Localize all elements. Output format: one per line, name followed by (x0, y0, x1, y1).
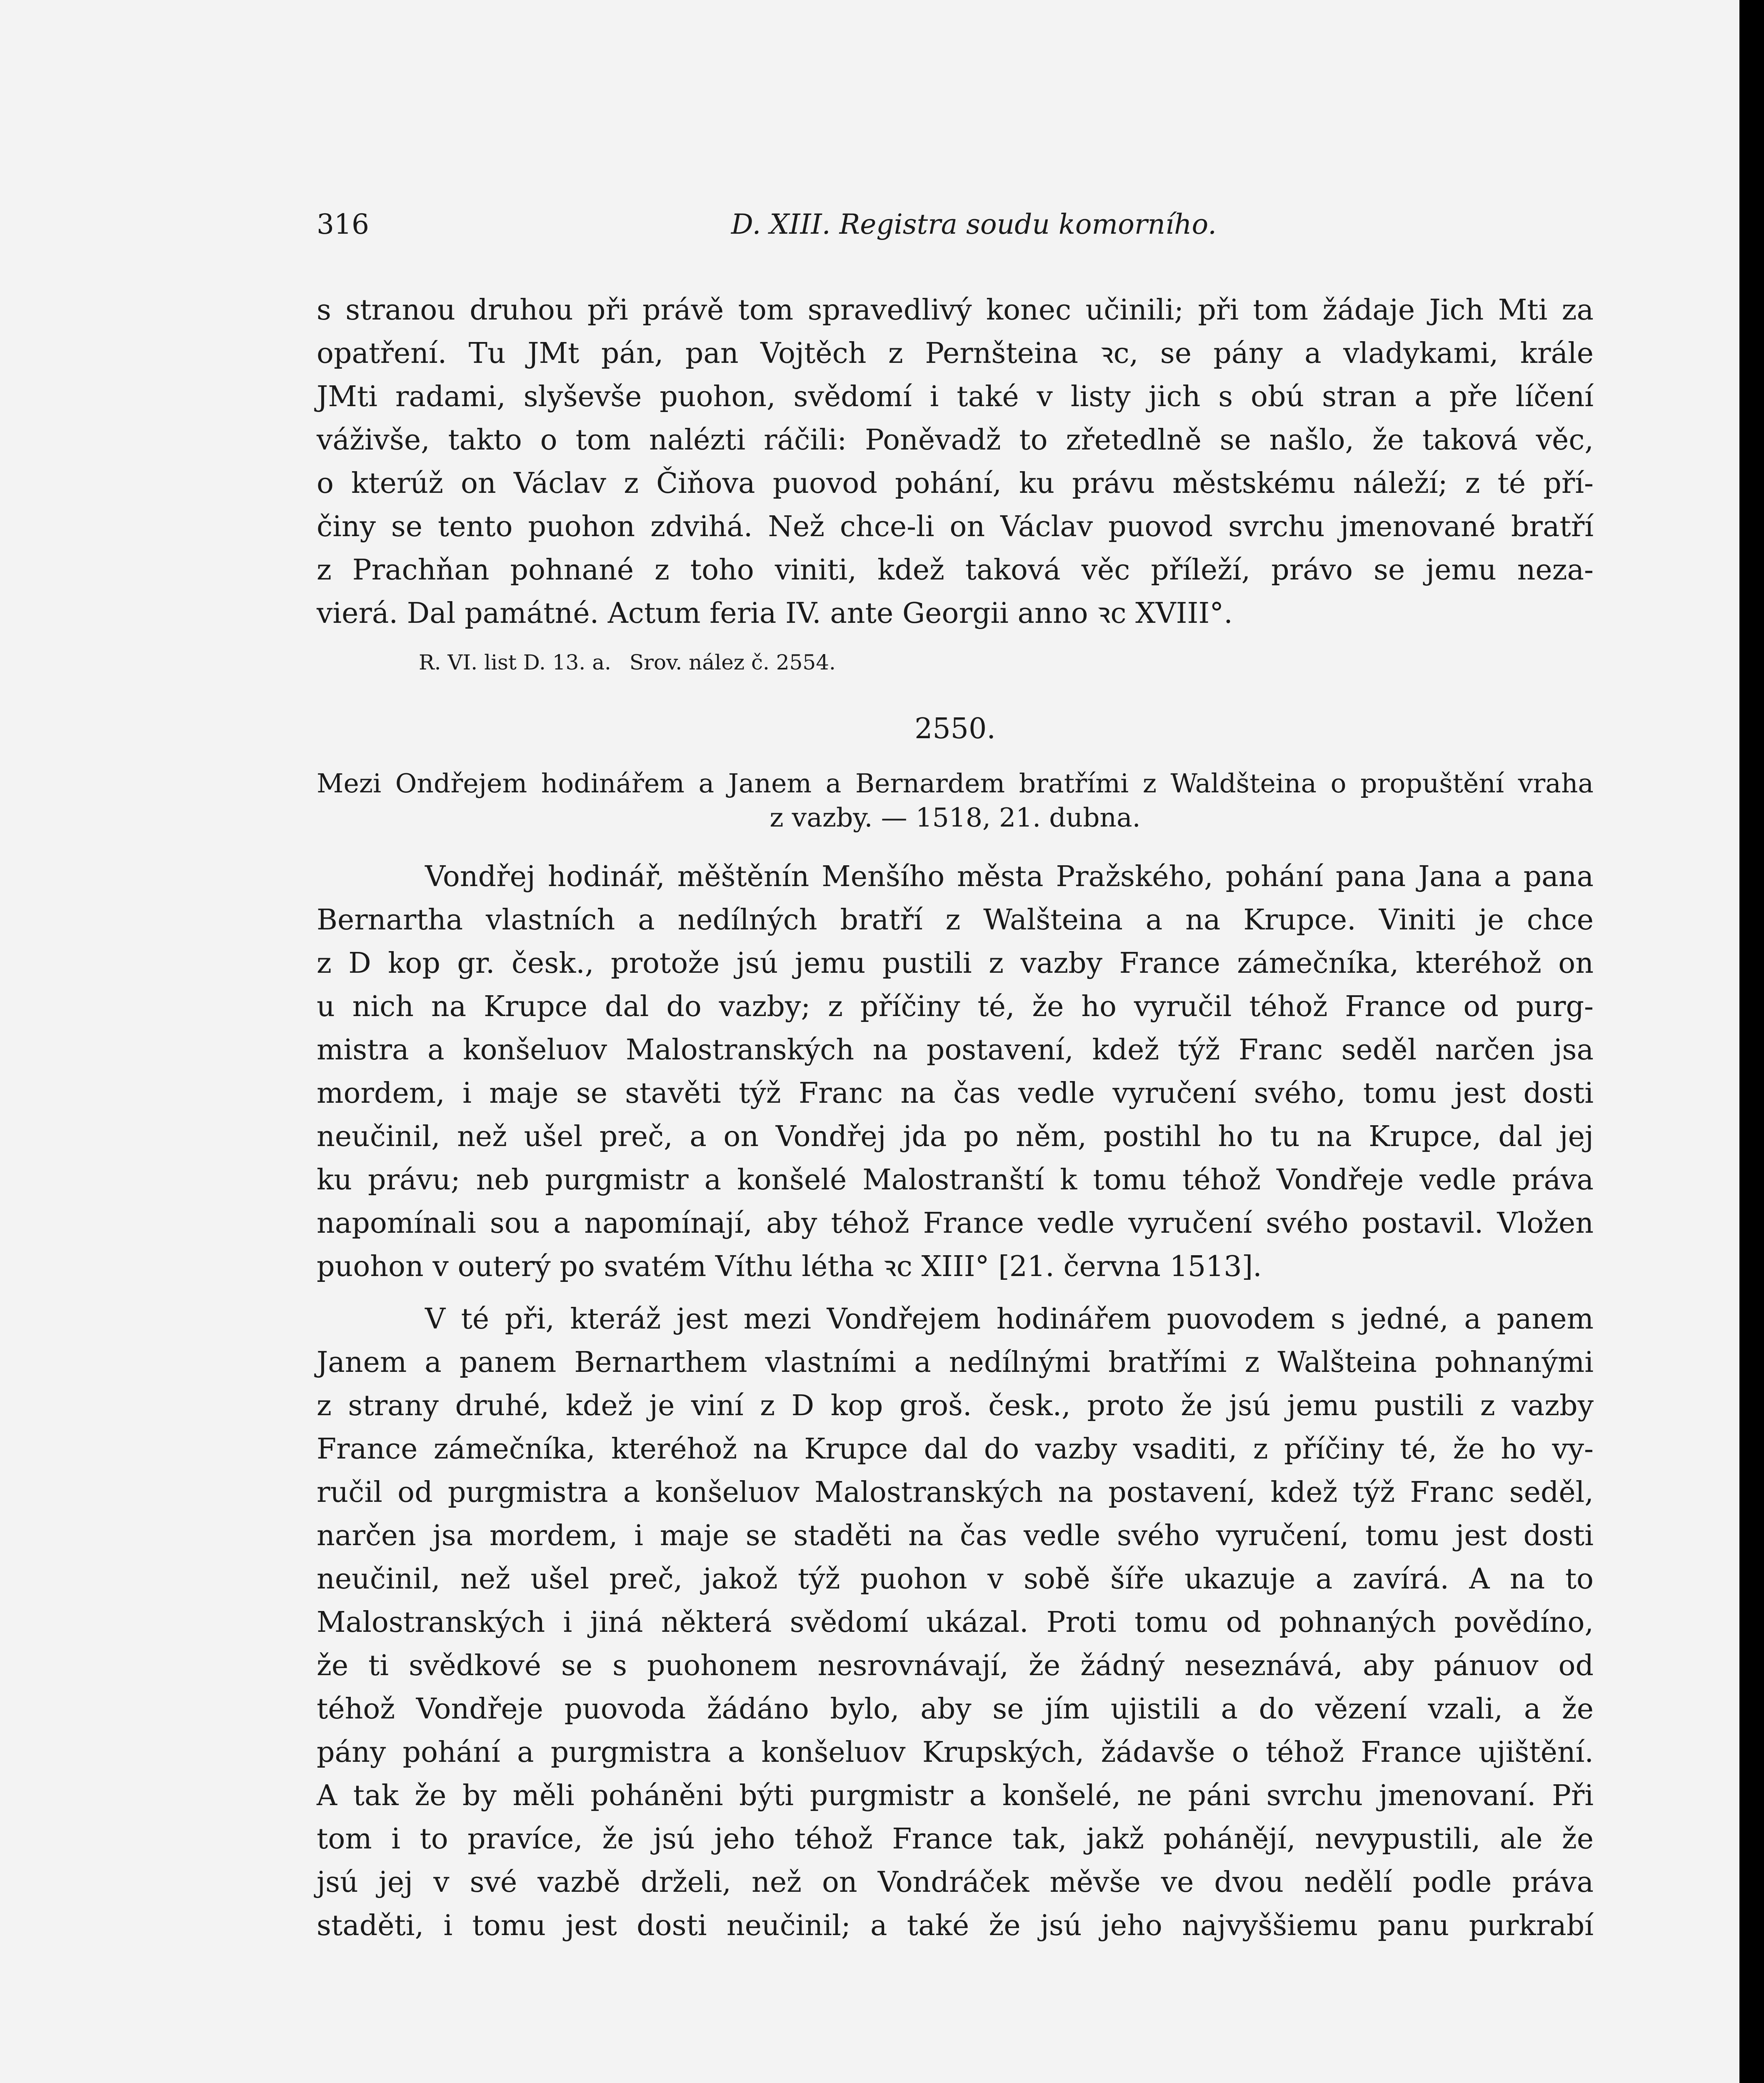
document-number: 2550. (914, 712, 996, 745)
text-line: Malostranských i jiná některá svědomí ukázal. Proti tomu od pohnaných povědíno, (317, 1606, 1594, 1639)
text-line: z D kop gr. česk., protože jsú jemu pustili z vazby France zámečníka, kteréhož on (317, 947, 1594, 980)
text-line: jsú jej v své vazbě drželi, než on Vondráček měvše ve dvou nedělí podle práva (317, 1866, 1594, 1899)
text-line: vierá. Dal památné. Actum feria IV. ante Georgii anno ꝛc XVIII°. (317, 597, 1233, 630)
text-line: téhož Vondřeje puovoda žádáno bylo, aby se jím ujistili a do vězení vzali, a že (317, 1693, 1594, 1726)
text-line: mistra a konšeluov Malostranských na postavení, kdež týž Franc seděl narčen jsa (317, 1034, 1594, 1066)
page-number: 316 (317, 208, 369, 240)
text-line: činy se tento puohon zdvihá. Než chce-li on Václav puovod svrchu jmenované bratří (317, 510, 1594, 543)
text-line: ku právu; neb purgmistr a konšelé Malostranští k tomu téhož Vondřeje vedle práva (317, 1164, 1594, 1196)
register-reference: R. VI. list D. 13. a. (419, 650, 611, 674)
text-line: napomínali sou a napomínají, aby téhož France vedle vyručení svého postavil. Vložen (317, 1207, 1594, 1240)
text-line: Bernartha vlastních a nedílných bratří z Walšteina a na Krupce. Viniti je chce (317, 904, 1594, 937)
text-line: z strany druhé, kdež je viní z D kop groš. česk., proto že jsú jemu pustili z vazby (317, 1389, 1594, 1422)
running-title: D. XIII. Registra soudu komorního. (731, 208, 1217, 240)
document-summary-line: z vazby. — 1518, 21. dubna. (770, 802, 1141, 833)
text-line: staděti, i tomu jest dosti neučinil; a také že jsú jeho najvyššiemu panu purkrabí (317, 1909, 1594, 1942)
text-line: neučinil, než ušel preč, jakož týž puohon v sobě šíře ukazuje a zavírá. A na to (317, 1563, 1594, 1596)
text-line: France zámečníka, kteréhož na Krupce dal do vazby vsaditi, z příčiny té, že ho vy- (317, 1433, 1594, 1466)
text-line: pány pohání a purgmistra a konšeluov Krupských, žádavše o téhož France ujištění. (317, 1736, 1594, 1769)
text-line: puohon v outerý po svatém Víthu létha ꝛc XIII° [21. června 1513]. (317, 1250, 1262, 1283)
text-line: u nich na Krupce dal do vazby; z příčiny té, že ho vyručil téhož France od purg- (317, 990, 1594, 1023)
text-line: neučinil, než ušel preč, a on Vondřej jda po něm, postihl ho tu na Krupce, dal jej (317, 1120, 1594, 1153)
text-line: tom i to pravíce, že jsú jeho téhož France tak, jakž pohánějí, nevypustili, ale že (317, 1823, 1594, 1856)
text-line: Janem a panem Bernarthem vlastními a nedílnými bratřími z Walšteina pohnanými (317, 1346, 1594, 1379)
text-line: s stranou druhou při právě tom spravedlivý konec učinili; při tom žádaje Jich Mti za (317, 294, 1594, 327)
text-line: mordem, i maje se stavěti týž Franc na čas vedle vyručení svého, tomu jest dosti (317, 1077, 1594, 1110)
text-line: JMti radami, slyševše puohon, svědomí i také v listy jich s obú stran a pře líčení (317, 380, 1594, 413)
page-header (317, 208, 1594, 250)
source-reference (419, 646, 847, 679)
compare-reference: Srov. nález č. 2554. (629, 650, 836, 674)
text-line: ručil od purgmistra a konšeluov Malostranských na postavení, kdež týž Franc seděl, (317, 1476, 1594, 1509)
text-line: Vondřej hodinář, měštěnín Menšího města Pražského, pohání pana Jana a pana (425, 860, 1594, 893)
text-line: o kterúž on Václav z Čiňova puovod pohání, ku právu městskému náleží; z té pří- (317, 467, 1594, 500)
text-line: narčen jsa mordem, i maje se staděti na čas vedle svého vyručení, tomu jest dosti (317, 1519, 1594, 1552)
text-line: váživše, takto o tom nalézti ráčili: Poněvadž to zřetedlně se našlo, že taková věc, (317, 424, 1594, 457)
text-line: A tak že by měli poháněni býti purgmistr a konšelé, ne páni svrchu jmenovaní. Při (317, 1779, 1594, 1812)
text-line: V té při, kteráž jest mezi Vondřejem hodinářem puovodem s jedné, a panem (425, 1303, 1594, 1336)
text-line: opatření. Tu JMt pán, pan Vojtěch z Pernšteina ꝛc, se pány a vladykami, krále (317, 337, 1594, 370)
document-summary-line: Mezi Ondřejem hodinářem a Janem a Bernardem bratřími z Waldšteina o propuštění vraha (317, 768, 1594, 799)
text-line: že ti svědkové se s puohonem nesrovnávají, že žádný neseznává, aby pánuov od (317, 1649, 1594, 1682)
scan-edge-bar (1739, 0, 1764, 2083)
text-line: z Prachňan pohnané z toho viniti, kdež taková věc příleží, právo se jemu neza- (317, 554, 1594, 587)
